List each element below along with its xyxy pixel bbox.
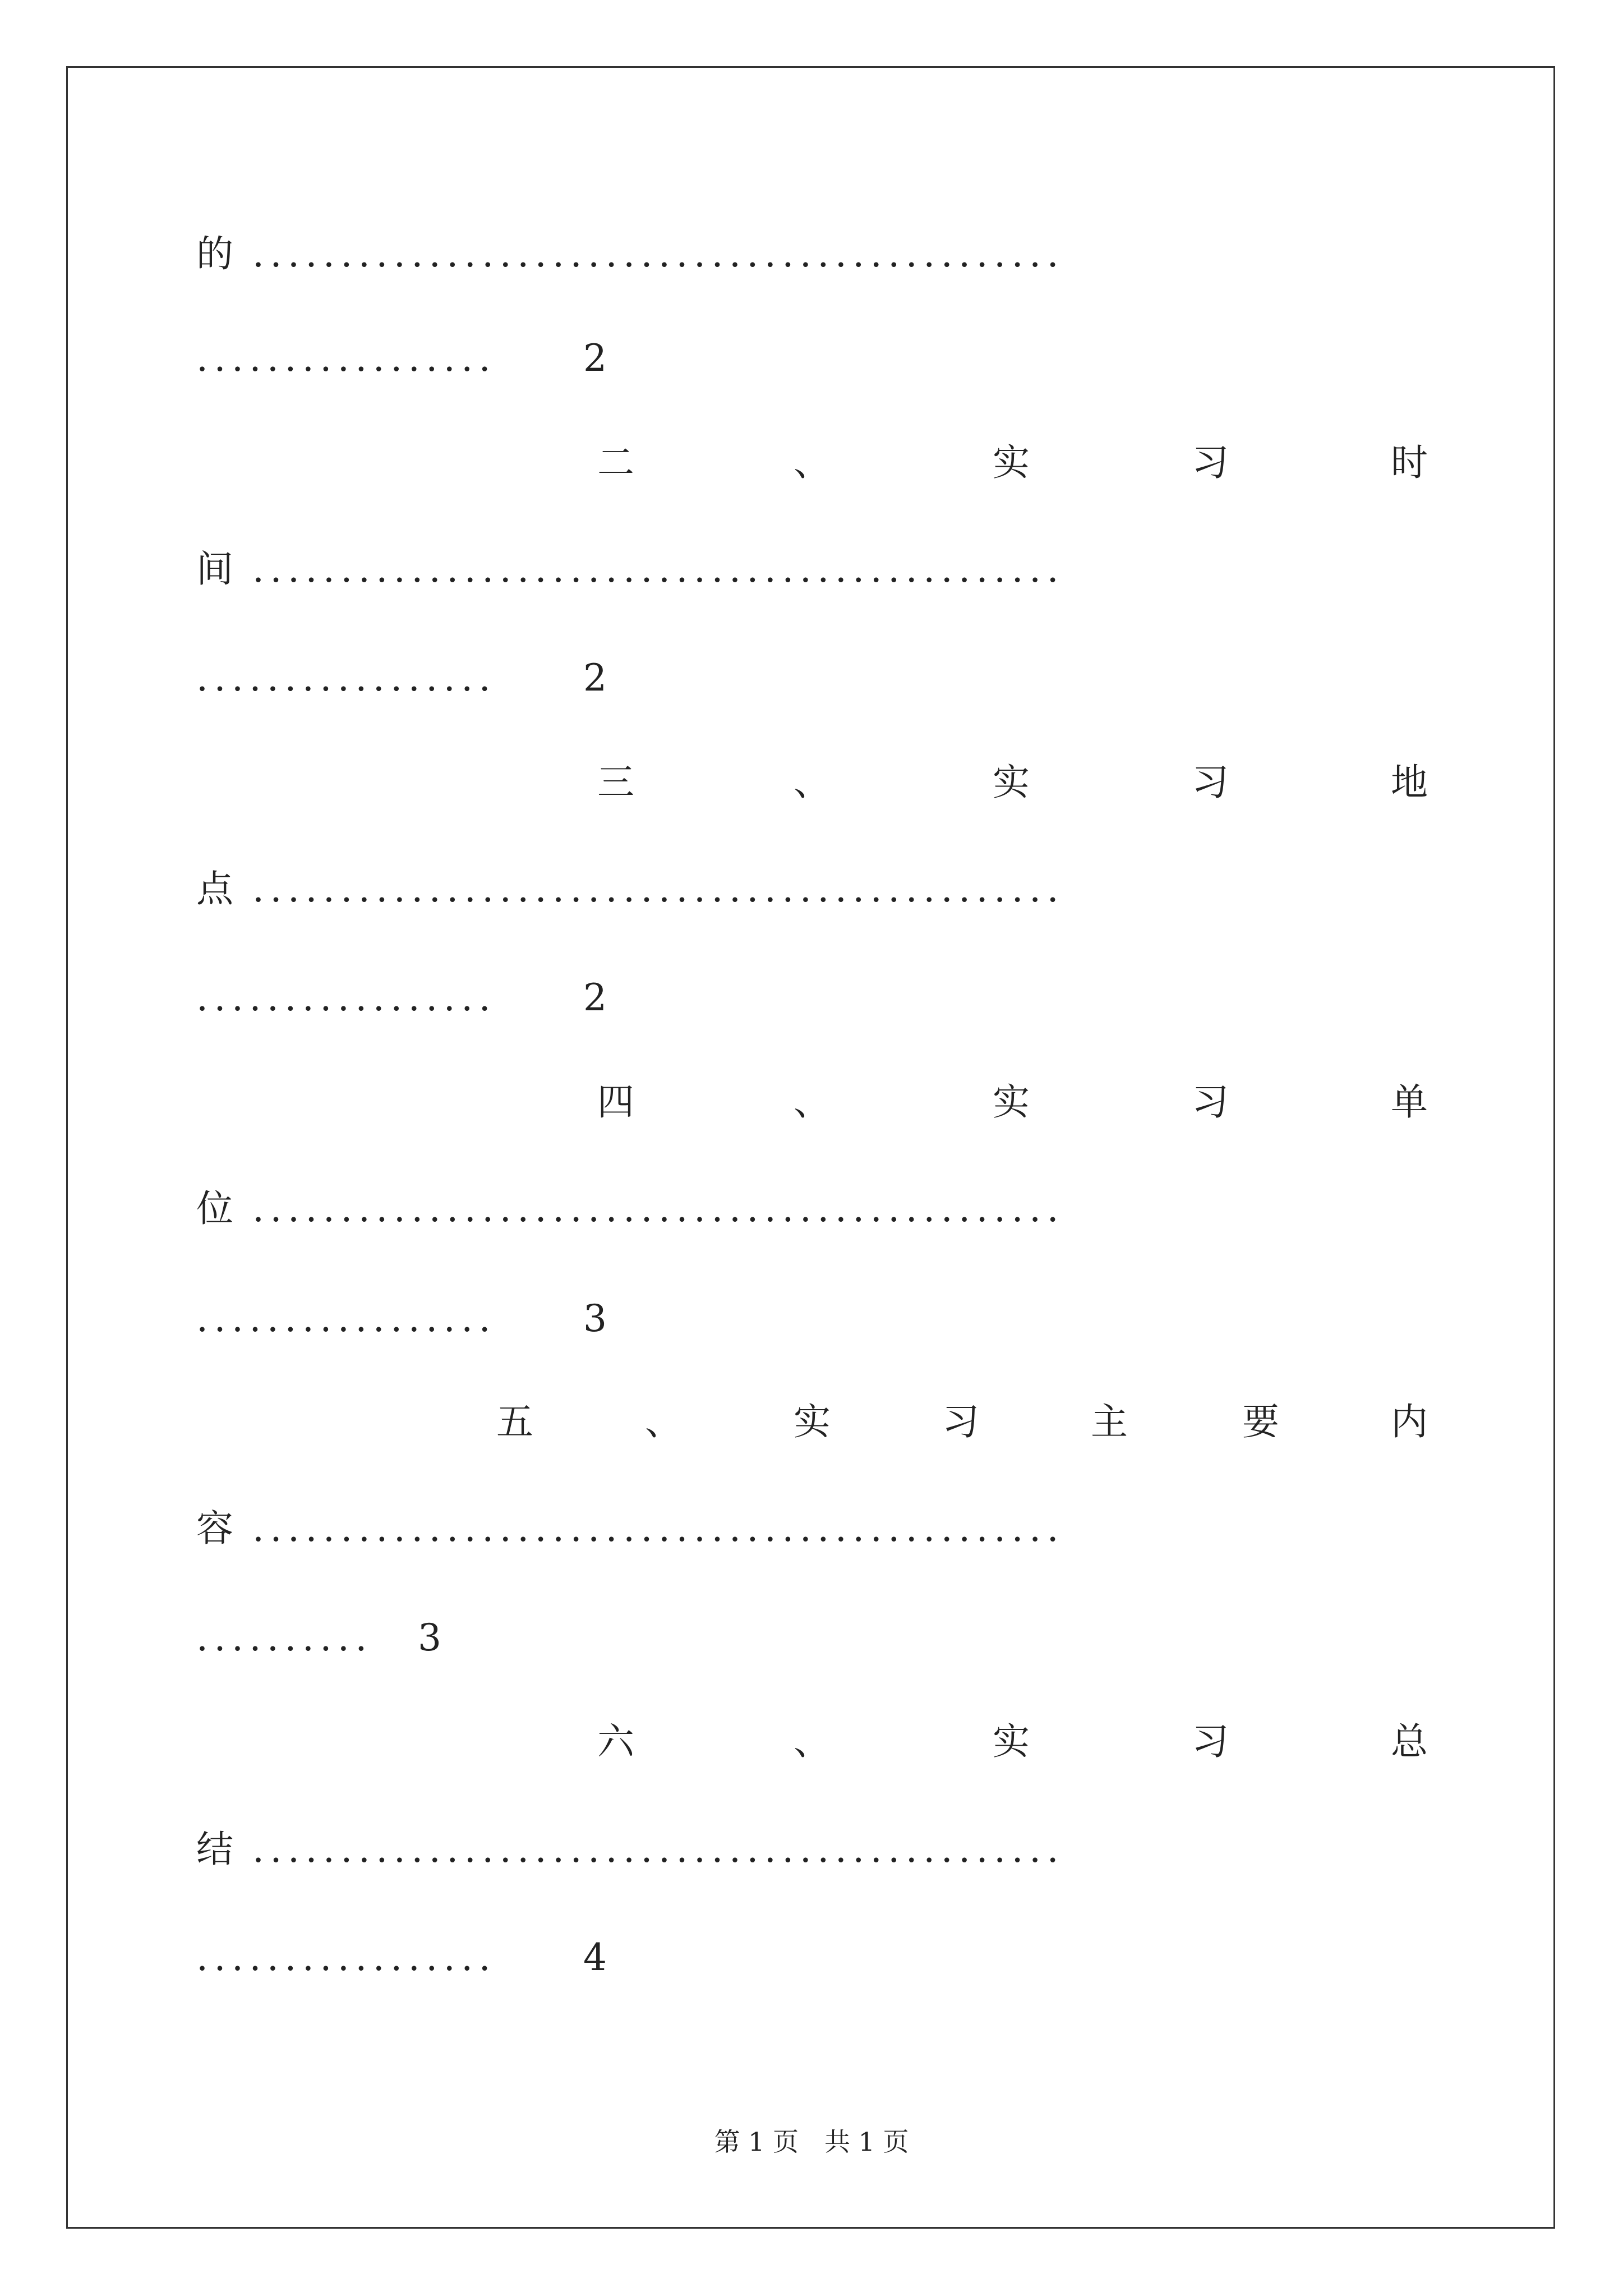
- dot-leader: .................: [196, 976, 497, 1019]
- toc-line: [196, 1282, 1453, 1355]
- heading-char: 实: [993, 1080, 1030, 1124]
- heading-char: 总: [1391, 1720, 1428, 1763]
- toc-lead-char: 容: [196, 1507, 233, 1550]
- toc-heading: [196, 426, 1453, 499]
- heading-char: 实: [993, 761, 1030, 804]
- toc-heading: [196, 1705, 1453, 1778]
- dot-leader: .................: [196, 1936, 497, 1979]
- heading-char: 习: [1192, 761, 1229, 804]
- heading-char: 习: [1192, 1720, 1229, 1763]
- toc-line: [196, 961, 1453, 1034]
- dot-leader: .................: [196, 656, 497, 700]
- dot-leader: ..............................................: [252, 1507, 1065, 1550]
- toc-lead-char: 的: [196, 232, 233, 275]
- toc-line: [196, 1813, 1453, 1886]
- heading-char: 单: [1391, 1080, 1428, 1124]
- toc-line: [196, 853, 1453, 926]
- heading-char: 、: [794, 1720, 831, 1763]
- heading-char: 、: [645, 1400, 682, 1443]
- heading-char: 五: [496, 1400, 533, 1443]
- toc-line: [196, 1172, 1453, 1245]
- heading-char: 、: [794, 1080, 831, 1124]
- toc-lead-char: 点: [196, 867, 233, 910]
- page-footer: 第 1 页 共 1 页: [714, 2127, 909, 2157]
- heading-char: 四: [597, 1080, 634, 1124]
- dot-leader: .................: [196, 337, 497, 380]
- toc-line: [196, 533, 1453, 606]
- heading-char: 习: [1192, 441, 1229, 484]
- heading-char: 二: [597, 441, 634, 484]
- heading-char: 六: [597, 1720, 634, 1763]
- page-number: 3: [418, 1616, 441, 1659]
- dot-leader: ..............................................: [252, 547, 1065, 591]
- toc-heading: [196, 1386, 1453, 1458]
- dot-leader: ..............................................: [252, 1828, 1065, 1871]
- dot-leader: ..........: [196, 1616, 373, 1659]
- heading-char: 时: [1391, 441, 1428, 484]
- toc-line: [196, 1492, 1453, 1565]
- heading-char: 地: [1391, 761, 1428, 804]
- page-number: 4: [583, 1936, 607, 1979]
- toc-heading: [196, 1066, 1453, 1139]
- heading-char: 实: [993, 1720, 1030, 1763]
- heading-char: 主: [1091, 1400, 1128, 1443]
- toc-line: [196, 218, 1453, 291]
- dot-leader: ..............................................: [252, 232, 1065, 275]
- page-number: 2: [583, 976, 607, 1019]
- toc-lead-char: 位: [196, 1187, 233, 1230]
- toc-lead-char: 间: [196, 547, 233, 591]
- dot-leader: .................: [196, 1297, 497, 1340]
- dot-leader: ..............................................: [252, 867, 1065, 910]
- toc-line: [196, 1602, 1453, 1674]
- heading-char: 内: [1391, 1400, 1428, 1443]
- heading-char: 习: [942, 1400, 979, 1443]
- heading-char: 、: [794, 761, 831, 804]
- heading-char: 实: [993, 441, 1030, 484]
- page-number: 2: [583, 656, 607, 700]
- heading-char: 实: [794, 1400, 831, 1443]
- toc-heading: [196, 746, 1453, 819]
- heading-char: 要: [1242, 1400, 1279, 1443]
- toc-line: [196, 1921, 1453, 1994]
- dot-leader: ..............................................: [252, 1187, 1065, 1230]
- toc-line: [196, 642, 1453, 715]
- heading-char: 习: [1192, 1080, 1229, 1124]
- heading-char: 、: [794, 441, 831, 484]
- heading-char: 三: [597, 761, 634, 804]
- page-number: 3: [583, 1297, 607, 1340]
- page-number: 2: [583, 337, 607, 380]
- toc-line: [196, 322, 1453, 395]
- toc-lead-char: 结: [196, 1828, 233, 1871]
